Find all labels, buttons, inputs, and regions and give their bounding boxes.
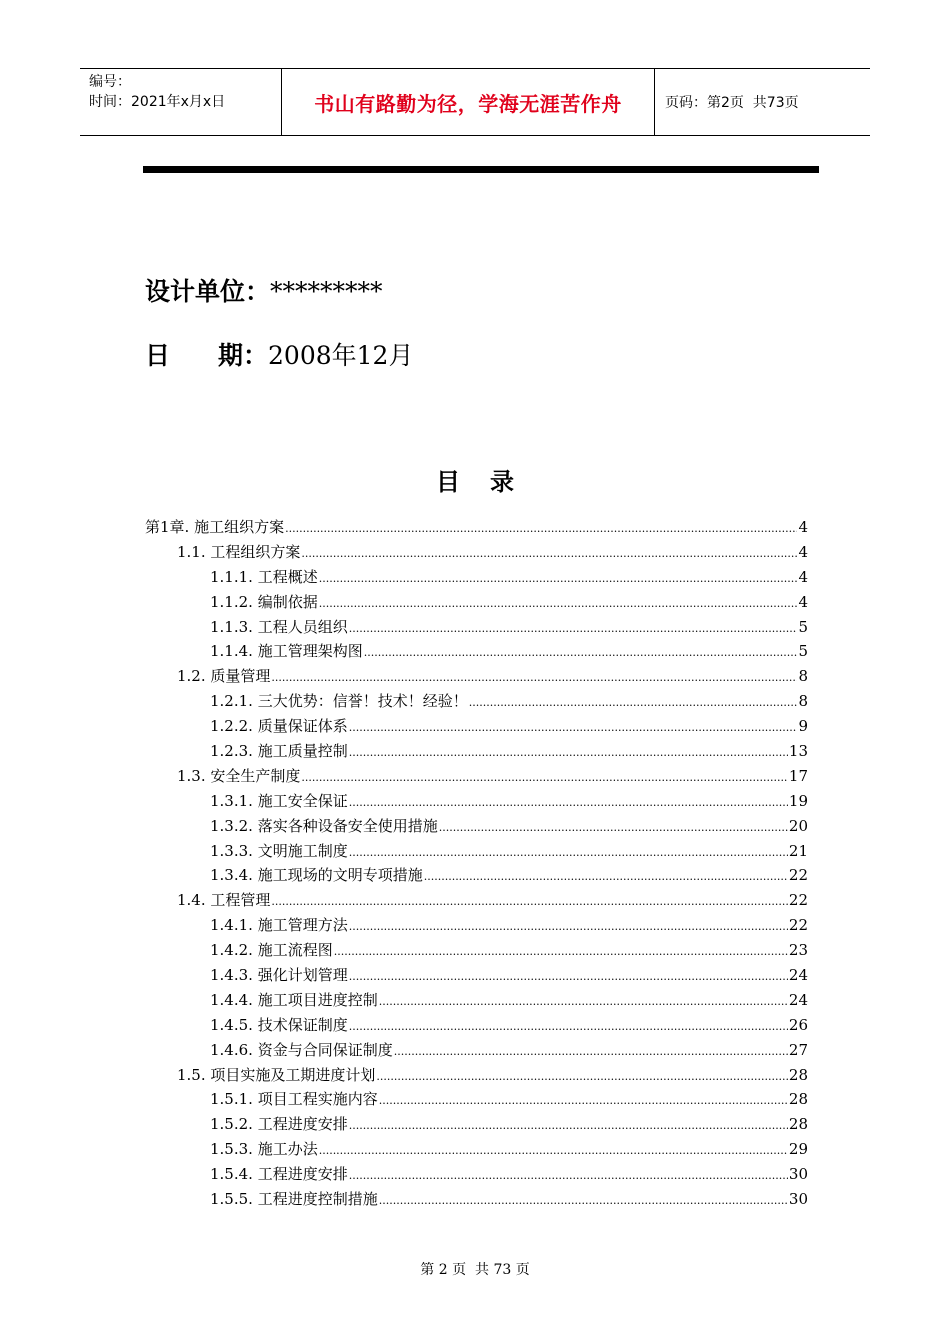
toc-entry-page: 4 [798,542,808,561]
toc-entry-title: 1.4.2. 施工流程图 [210,941,333,960]
horizontal-rule [143,166,819,173]
toc-entry-title: 1.1.1. 工程概述 [210,567,318,586]
toc-leader-dots [319,573,798,584]
toc-leader-dots [334,946,788,957]
toc-leader-dots [271,672,797,683]
toc-leader-dots [376,1071,788,1082]
toc-entry-title: 1.1.2. 编制依据 [210,592,318,611]
toc-leader-dots [349,847,788,858]
toc-entry-title: 1.3.4. 施工现场的文明专项措施 [210,866,423,885]
toc-leader-dots [319,1145,788,1156]
toc-entry-title: 1.4.1. 施工管理方法 [210,916,348,935]
toc-title-first: 目 [436,468,460,496]
toc-entry-title: 1.3.3. 文明施工制度 [210,841,348,860]
toc-entry[interactable] [145,864,808,889]
toc-entry-page: 8 [798,667,808,686]
toc-entry-title: 1.3.2. 落实各种设备安全使用措施 [210,816,438,835]
footer-page-text: 第 2 页 共 73 页 [420,1262,530,1278]
toc-entry-page: 28 [788,1065,808,1084]
date-row [145,336,413,372]
toc-entry[interactable] [145,1138,808,1163]
toc-entry[interactable] [145,1039,808,1064]
toc-entry[interactable] [145,1113,808,1138]
toc-entry-title: 1.1.3. 工程人员组织 [210,617,348,636]
toc-entry-page: 30 [788,1165,808,1184]
toc-entry[interactable] [145,690,808,715]
toc-leader-dots [271,896,788,907]
toc-entry-page: 27 [788,1040,808,1059]
toc-leader-dots [349,797,788,808]
toc-entry-page: 30 [788,1190,808,1209]
toc-entry[interactable] [145,939,808,964]
toc-entry-title: 第1章. 施工组织方案 [145,518,285,536]
toc-leader-dots [285,523,797,534]
toc-entry-title: 1.4. 工程管理 [177,891,271,910]
toc-entry-page: 17 [788,766,808,785]
toc-leader-dots [349,722,798,733]
toc-leader-dots [319,598,798,609]
toc-leader-dots [349,1120,788,1131]
toc-entry[interactable] [145,989,808,1014]
toc-entry-title: 1.1. 工程组织方案 [177,542,301,561]
toc-title [0,462,950,497]
toc-leader-dots [349,623,798,634]
toc-entry[interactable] [145,566,808,591]
date-value: 2008年12月 [268,341,414,370]
toc-entry[interactable] [145,591,808,616]
toc-entry-title: 1.2. 质量管理 [177,667,271,686]
toc-entry[interactable] [145,616,808,641]
toc-entry[interactable] [145,740,808,765]
toc-entry[interactable] [145,889,808,914]
toc-entry-page: 8 [798,692,808,711]
table-of-contents [145,516,808,1213]
toc-entry-title: 1.4.4. 施工项目进度控制 [210,990,378,1009]
toc-entry-page: 29 [788,1140,808,1159]
toc-leader-dots [349,1170,788,1181]
toc-leader-dots [379,1095,788,1106]
toc-entry-page: 28 [788,1090,808,1109]
toc-entry[interactable] [145,790,808,815]
toc-entry[interactable] [145,1064,808,1089]
toc-entry[interactable] [145,815,808,840]
design-unit-value: ********* [270,277,383,306]
toc-title-second: 录 [490,468,514,496]
toc-entry[interactable] [145,1088,808,1113]
header-date-label: 时间：2021年x月x日 [89,94,226,110]
toc-entry-page: 9 [798,717,808,736]
design-unit-label: 设计单位： [145,277,271,306]
toc-entry-page: 28 [788,1115,808,1134]
toc-entry-title: 1.1.4. 施工管理架构图 [210,642,363,661]
toc-entry-page: 22 [788,916,808,935]
toc-entry-title: 1.5.5. 工程进度控制措施 [210,1190,378,1209]
design-unit-row [145,272,383,308]
toc-entry-page: 24 [788,966,808,985]
toc-leader-dots [379,1195,788,1206]
toc-leader-dots [394,1046,788,1057]
toc-entry[interactable] [145,1163,808,1188]
toc-entry-title: 1.5.2. 工程进度安排 [210,1115,348,1134]
date-label-first: 日 [145,341,171,370]
toc-leader-dots [424,871,788,882]
toc-entry[interactable] [145,964,808,989]
toc-entry-page: 23 [788,941,808,960]
toc-entry-page: 22 [788,866,808,885]
header-page-info: 页码：第2页 共73页 [665,95,799,111]
toc-entry-page: 4 [798,592,808,611]
toc-entry-page: 5 [798,642,808,661]
toc-entry[interactable] [145,715,808,740]
toc-entry[interactable] [145,665,808,690]
toc-entry[interactable] [145,516,808,541]
toc-entry-title: 1.4.3. 强化计划管理 [210,966,348,985]
toc-entry[interactable] [145,1188,808,1213]
toc-entry[interactable] [145,765,808,790]
toc-entry[interactable] [145,640,808,665]
toc-leader-dots [349,1021,788,1032]
toc-entry-page: 20 [788,816,808,835]
date-label-second: 期： [218,341,269,370]
toc-entry-title: 1.5.3. 施工办法 [210,1140,318,1159]
toc-entry-title: 1.4.5. 技术保证制度 [210,1015,348,1034]
header-motto: 书山有路勤为径，学海无涯苦作舟 [282,69,655,135]
header-number-label: 编号： [89,74,131,90]
toc-entry-title: 1.2.1. 三大优势：信誉！技术！经验！ [210,692,468,711]
toc-entry-page: 4 [798,518,808,536]
toc-entry-page: 13 [788,742,808,761]
toc-entry[interactable] [145,541,808,566]
toc-entry-page: 5 [798,617,808,636]
toc-entry-title: 1.5. 项目实施及工期进度计划 [177,1065,376,1084]
toc-entry-page: 24 [788,990,808,1009]
toc-entry-title: 1.3.1. 施工安全保证 [210,791,348,810]
toc-leader-dots [379,996,788,1007]
toc-entry-page: 21 [788,841,808,860]
toc-leader-dots [301,772,788,783]
toc-leader-dots [349,921,788,932]
toc-entry[interactable] [145,914,808,939]
toc-entry[interactable] [145,1014,808,1039]
toc-entry-title: 1.4.6. 资金与合同保证制度 [210,1040,393,1059]
toc-entry-title: 1.5.1. 项目工程实施内容 [210,1090,378,1109]
toc-leader-dots [349,747,788,758]
toc-entry-title: 1.2.3. 施工质量控制 [210,742,348,761]
toc-leader-dots [349,971,788,982]
toc-leader-dots [469,697,798,708]
toc-entry-page: 4 [798,567,808,586]
toc-entry-page: 19 [788,791,808,810]
toc-entry-title: 1.3. 安全生产制度 [177,766,301,785]
toc-entry-title: 1.5.4. 工程进度安排 [210,1165,348,1184]
toc-leader-dots [364,647,798,658]
header-page-info-cell [655,69,870,135]
header-meta [80,69,282,135]
toc-leader-dots [301,548,797,559]
page-footer [0,1259,950,1279]
toc-entry-page: 26 [788,1015,808,1034]
page-header [80,68,870,136]
toc-entry-title: 1.2.2. 质量保证体系 [210,717,348,736]
toc-entry-page: 22 [788,891,808,910]
toc-entry[interactable] [145,840,808,865]
toc-leader-dots [439,822,788,833]
